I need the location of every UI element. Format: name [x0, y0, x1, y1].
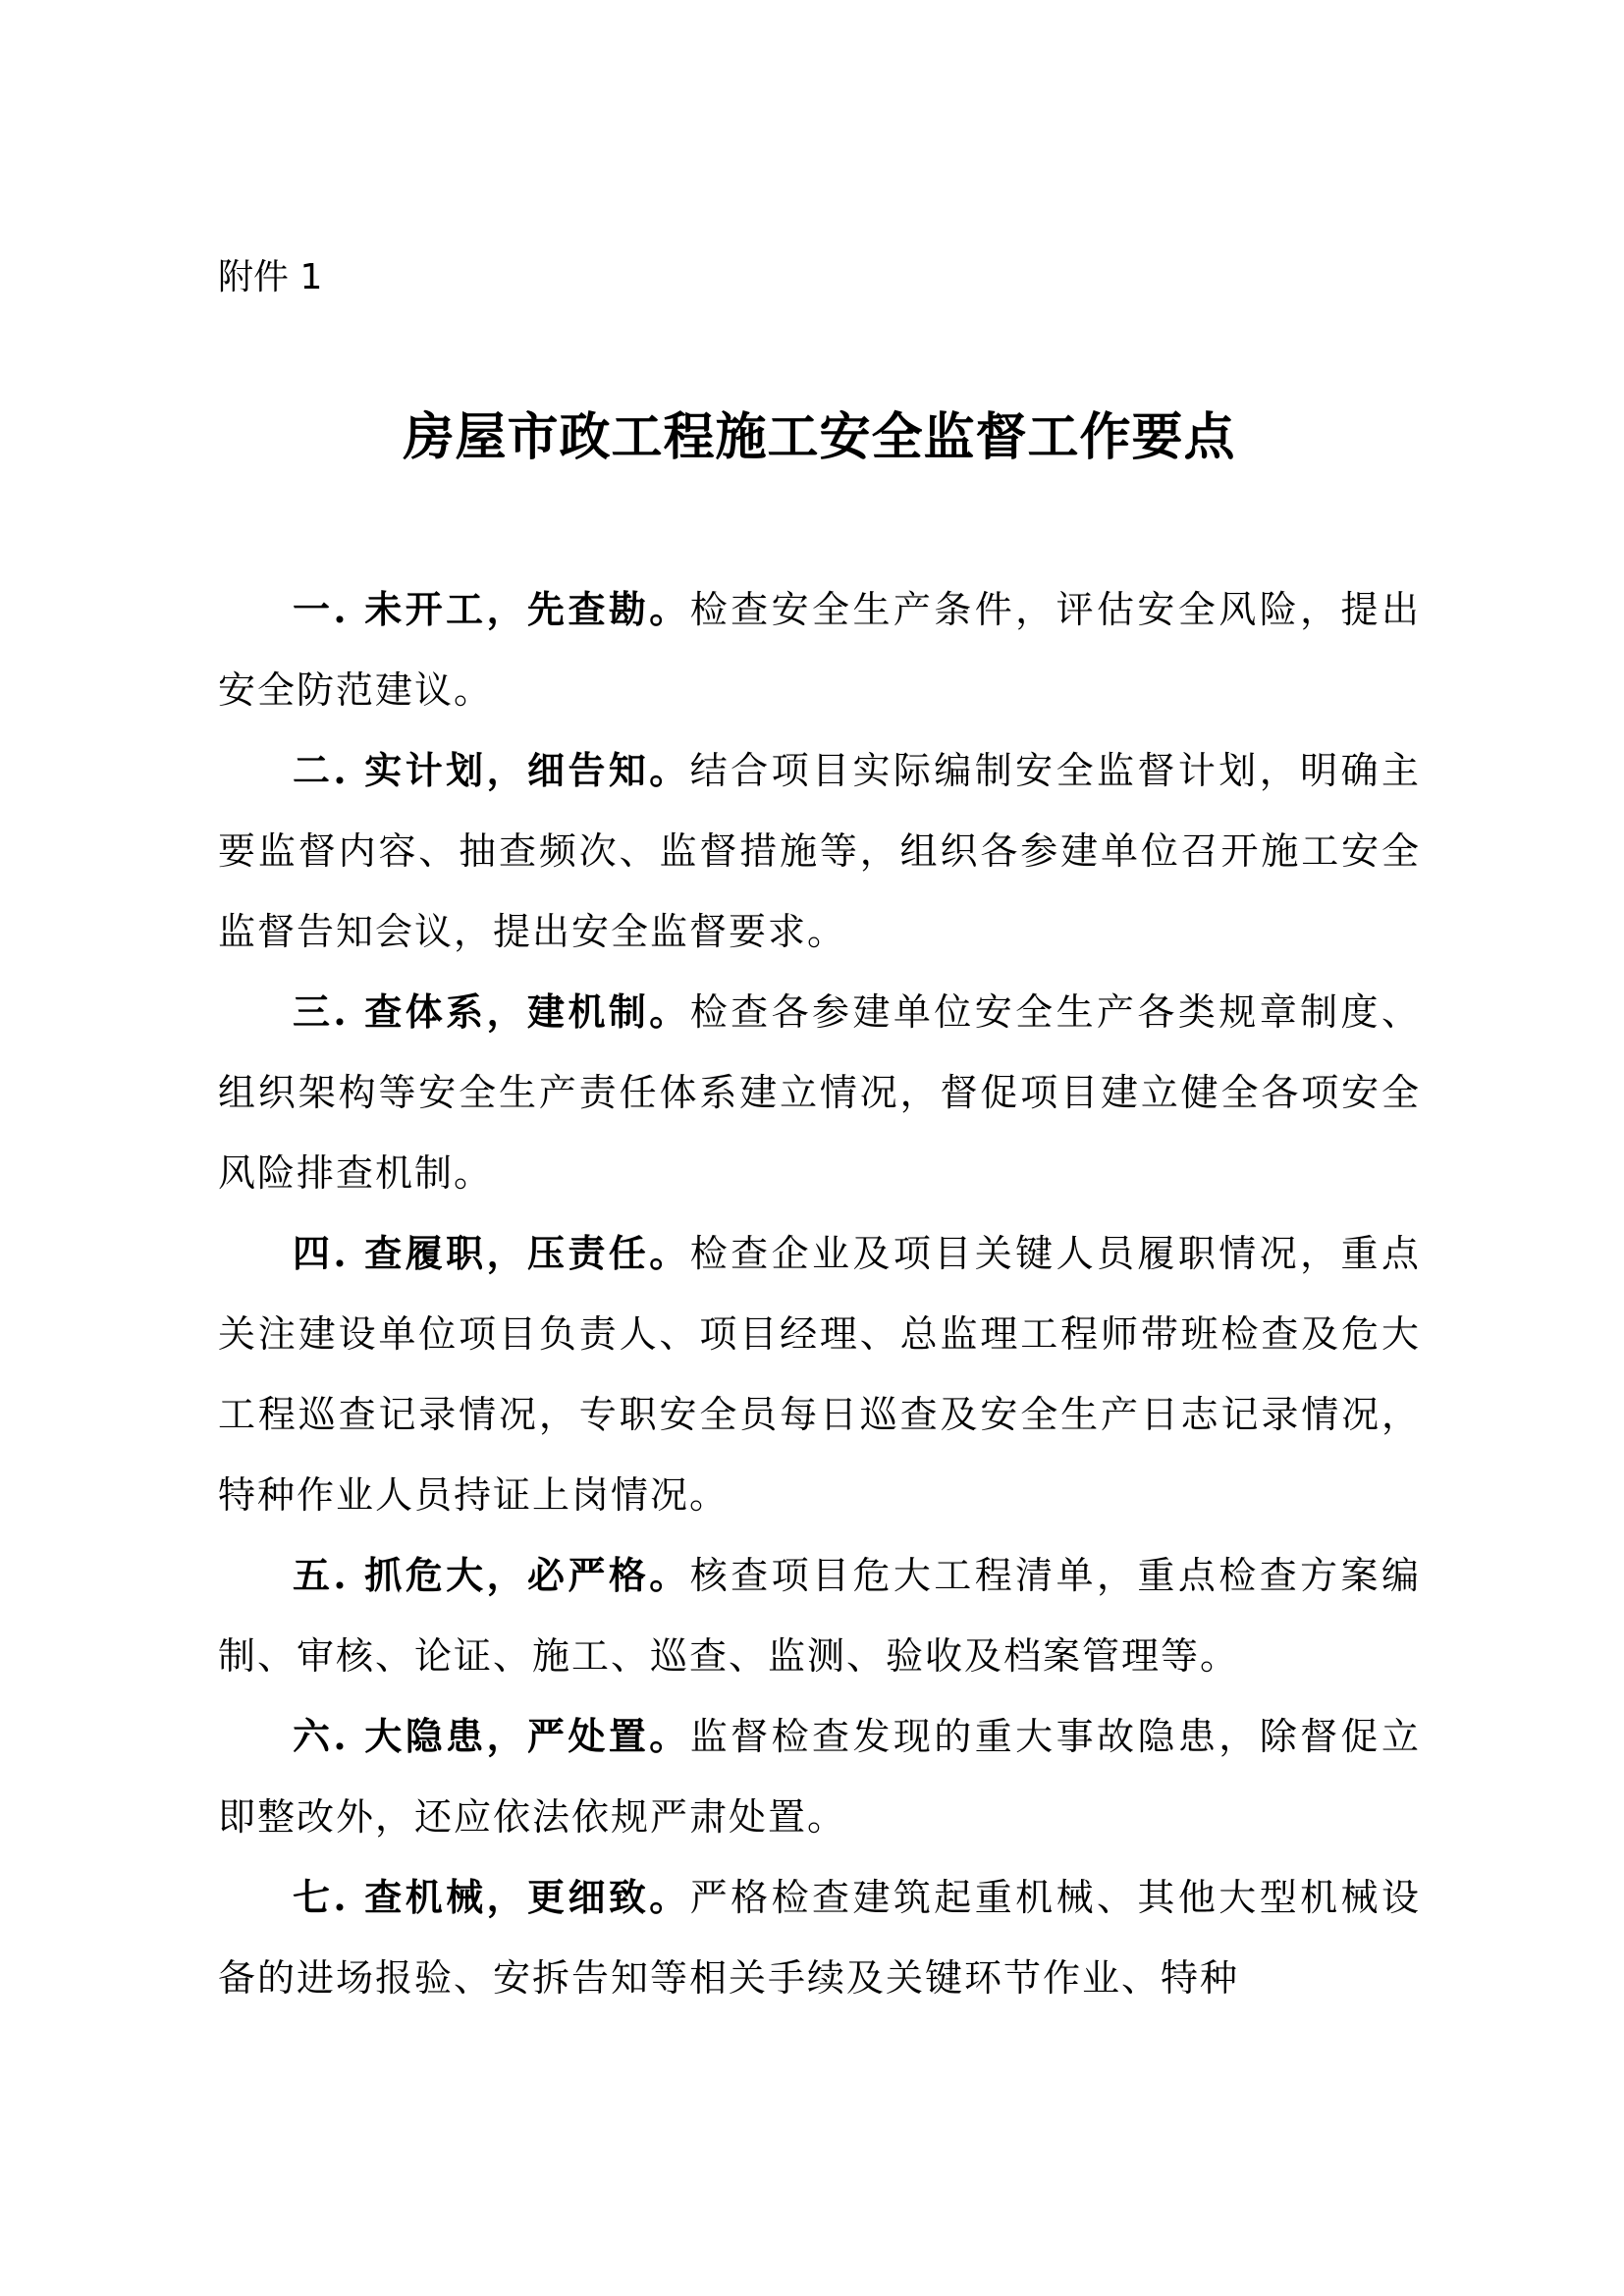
- item-text: 结合项目实际编制安全监督计划，明确主要监督内容、抽查频次、监督措施等，组织各参建单位召开施工安全监督告知会议，提出安全监督要求。: [218, 749, 1421, 953]
- list-item: [218, 1213, 1421, 1535]
- item-text: 核查项目危大工程清单，重点检查方案编制、审核、论证、施工、巡查、监测、验收及档案管理等。: [218, 1554, 1421, 1678]
- item-heading: 四. 查履职，压责任。: [293, 1231, 690, 1275]
- item-text: 检查各参建单位安全生产各类规章制度、组织架构等安全生产责任体系建立情况，督促项目建立健全各项安全风险排查机制。: [218, 990, 1421, 1195]
- list-item: [218, 730, 1421, 972]
- item-text: 严格检查建筑起重机械、其他大型机械设备的进场报验、安拆告知等相关手续及关键环节作业、特种: [218, 1876, 1421, 2000]
- attachment-label: 附件 1: [218, 257, 323, 297]
- item-text: 检查安全生产条件，评估安全风险，提出安全防范建议。: [218, 588, 1421, 712]
- item-text: 监督检查发现的重大事故隐患，除督促立即整改外，还应依法依规严肃处置。: [218, 1715, 1421, 1839]
- item-heading: 三. 查体系，建机制。: [293, 989, 690, 1034]
- document-title: 房屋市政工程施工安全监督工作要点: [403, 407, 1236, 467]
- list-item: [218, 1696, 1421, 1857]
- list-item: [218, 569, 1421, 730]
- list-item: [218, 1535, 1421, 1696]
- item-heading: 一. 未开工，先查勘。: [293, 587, 690, 631]
- item-text: 检查企业及项目关键人员履职情况，重点关注建设单位项目负责人、项目经理、总监理工程师带班检查及危大工程巡查记录情况，专职安全员每日巡查及安全生产日志记录情况，特种作业人员持证上岗情况。: [218, 1232, 1421, 1517]
- item-heading: 七. 查机械，更细致。: [293, 1875, 690, 1919]
- document-body: [218, 569, 1421, 2018]
- list-item: [218, 1857, 1421, 2018]
- item-heading: 五. 抓危大，必严格。: [293, 1553, 690, 1597]
- item-heading: 六. 大隐患，严处置。: [293, 1714, 690, 1758]
- list-item: [218, 972, 1421, 1213]
- item-heading: 二. 实计划，细告知。: [293, 748, 690, 792]
